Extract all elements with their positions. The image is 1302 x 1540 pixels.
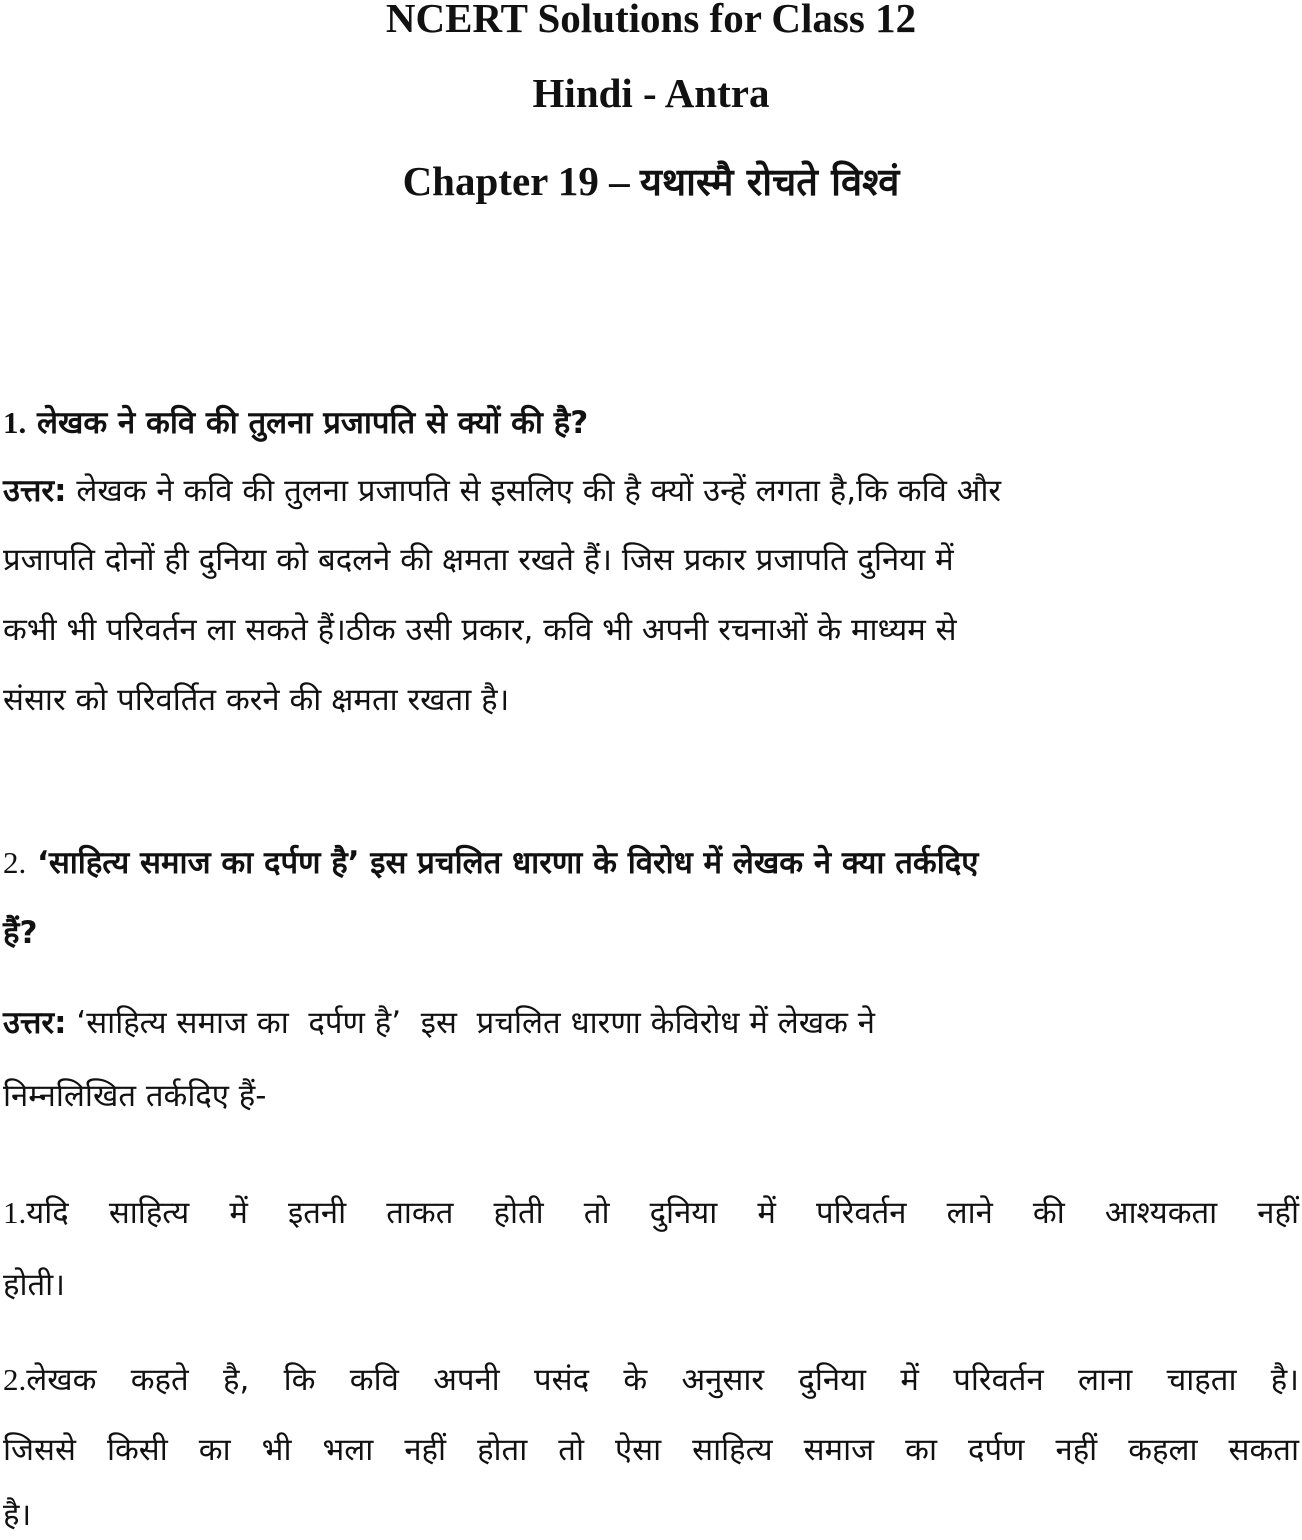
question-1-text: लेखक ने कवि की तुलना प्रजापति से क्यों की है? bbox=[26, 405, 589, 441]
answer-1-line-4: संसार को परिवर्तित करने की क्षमता रखता है। bbox=[3, 682, 510, 718]
answer-1-line-2: प्रजापति दोनों ही दुनिया को बदलने की क्षमता रखते हैं। जिस प्रकार प्रजापति दुनिया में bbox=[3, 542, 954, 578]
answer-2-text-1: ‘साहित्य समाज का दर्पण है’ इस प्रचलित धारणा केविरोध में लेखक ने bbox=[66, 1005, 875, 1041]
question-1-number: 1. bbox=[3, 405, 27, 440]
document-subtitle bbox=[0, 67, 1302, 119]
title-line-2: Hindi - Antra bbox=[532, 70, 770, 116]
question-2-number: 2. bbox=[3, 845, 27, 880]
answer-1-line-1 bbox=[3, 466, 1299, 516]
answer-2-line-2: निम्नलिखित तर्कदिए हैं- bbox=[3, 1078, 267, 1114]
chapter-prefix: Chapter 19 – bbox=[402, 158, 640, 204]
question-2 bbox=[3, 838, 1299, 888]
question-2-text-1: ‘साहित्य समाज का दर्पण है’ इस प्रचलित धारणा के विरोध में लेखक ने क्या तर्कदिए bbox=[26, 845, 979, 881]
answer-1-label: उत्तर: bbox=[3, 473, 67, 509]
point-2-line-3: है। bbox=[3, 1497, 32, 1533]
chapter-heading bbox=[0, 155, 1302, 208]
answer-1-line-3: कभी भी परिवर्तन ला सकते हैं।ठीक उसी प्रकार, कवि भी अपनी रचनाओं के माध्यम से bbox=[3, 612, 957, 648]
answer-2-label: उत्तर: bbox=[3, 1005, 67, 1041]
question-2-line-2: हैं? bbox=[3, 915, 38, 951]
point-2-number: 2. bbox=[3, 1362, 27, 1397]
point-1-text-1: यदि साहित्य में इतनी ताकत होती तो दुनिया में परिवर्तन लाने की आश्यकता नहीं bbox=[26, 1195, 1299, 1231]
point-1-line-2: होती। bbox=[3, 1267, 65, 1303]
answer-2-line-1 bbox=[3, 998, 1299, 1048]
point-2-text-1: लेखक कहते है, कि कवि अपनी पसंद के अनुसार दुनिया में परिवर्तन लाना चाहता है। bbox=[26, 1362, 1299, 1398]
point-2-line-1 bbox=[3, 1355, 1299, 1405]
chapter-title: यथास्मै रोचते विश्वं bbox=[639, 160, 900, 204]
document-title bbox=[0, 0, 1302, 44]
question-1 bbox=[3, 398, 1299, 448]
point-1-line-1 bbox=[3, 1188, 1299, 1238]
answer-1-text-1: लेखक ने कवि की तुलना प्रजापति से इसलिए की है क्यों उन्हें लगता है,कि कवि और bbox=[66, 473, 1002, 509]
title-line-1: NCERT Solutions for Class 12 bbox=[385, 0, 917, 41]
point-2-line-2: जिससे किसी का भी भला नहीं होता तो ऐसा साहित्य समाज का दर्पण नहीं कहला सकता bbox=[3, 1432, 1299, 1468]
point-1-number: 1. bbox=[3, 1195, 27, 1230]
